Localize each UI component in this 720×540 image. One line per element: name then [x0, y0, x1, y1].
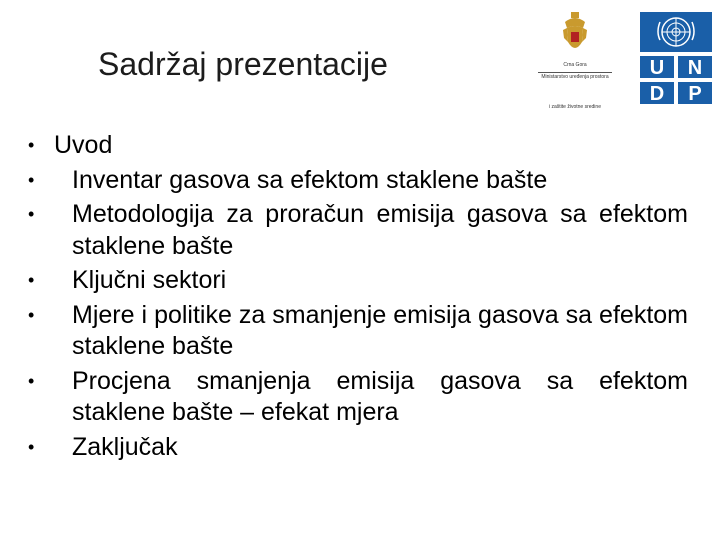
undp-letter-d: D — [649, 83, 665, 104]
list-item-text: Zaključak — [72, 432, 178, 461]
bullet-icon: • — [28, 169, 35, 190]
list-item-text: Procjena smanjenja emisija gasova sa efektom staklene bašte – efekat mjera — [72, 366, 688, 426]
undp-logo — [640, 12, 712, 104]
list-item — [26, 265, 688, 297]
list-item — [26, 199, 688, 262]
undp-logo-graphic — [640, 12, 712, 104]
list-item-text: Uvod — [54, 131, 113, 159]
list-item-text: Ključni sektori — [72, 266, 227, 294]
undp-letter-u: U — [649, 57, 665, 79]
list-item — [26, 432, 688, 464]
list-item — [26, 300, 688, 363]
bullet-icon: • — [28, 304, 35, 325]
list-item-text: Mjere i politike za smanjenje emisija gasova sa efektom staklene bašte — [72, 300, 688, 360]
bullet-icon: • — [28, 436, 35, 457]
bullet-icon: • — [28, 204, 35, 224]
list-item — [26, 165, 688, 197]
list-item-text: Metodologija za proračun emisija gasova sa efektom staklene bašte — [72, 200, 688, 260]
government-name: Crna Gora — [563, 62, 587, 68]
slide-title: Sadržaj prezentacije — [98, 46, 388, 82]
contents-list — [26, 130, 688, 466]
bullet-icon: • — [28, 135, 35, 155]
undp-letter-p: P — [688, 83, 702, 104]
list-item — [26, 366, 688, 429]
list-item-text: Inventar gasova sa efektom staklene bašte — [72, 165, 548, 194]
ministry-name: Ministarstvo uređenja prostora — [541, 74, 609, 80]
government-logo — [530, 12, 620, 120]
undp-letter-n: N — [687, 57, 703, 79]
government-divider — [538, 72, 612, 73]
list-item — [26, 130, 688, 162]
bullet-icon: • — [28, 270, 35, 290]
bullet-icon: • — [28, 370, 35, 391]
montenegro-coat-of-arms-icon — [562, 12, 588, 58]
ministry-name-line2: i zaštite životne sredine — [549, 104, 601, 110]
